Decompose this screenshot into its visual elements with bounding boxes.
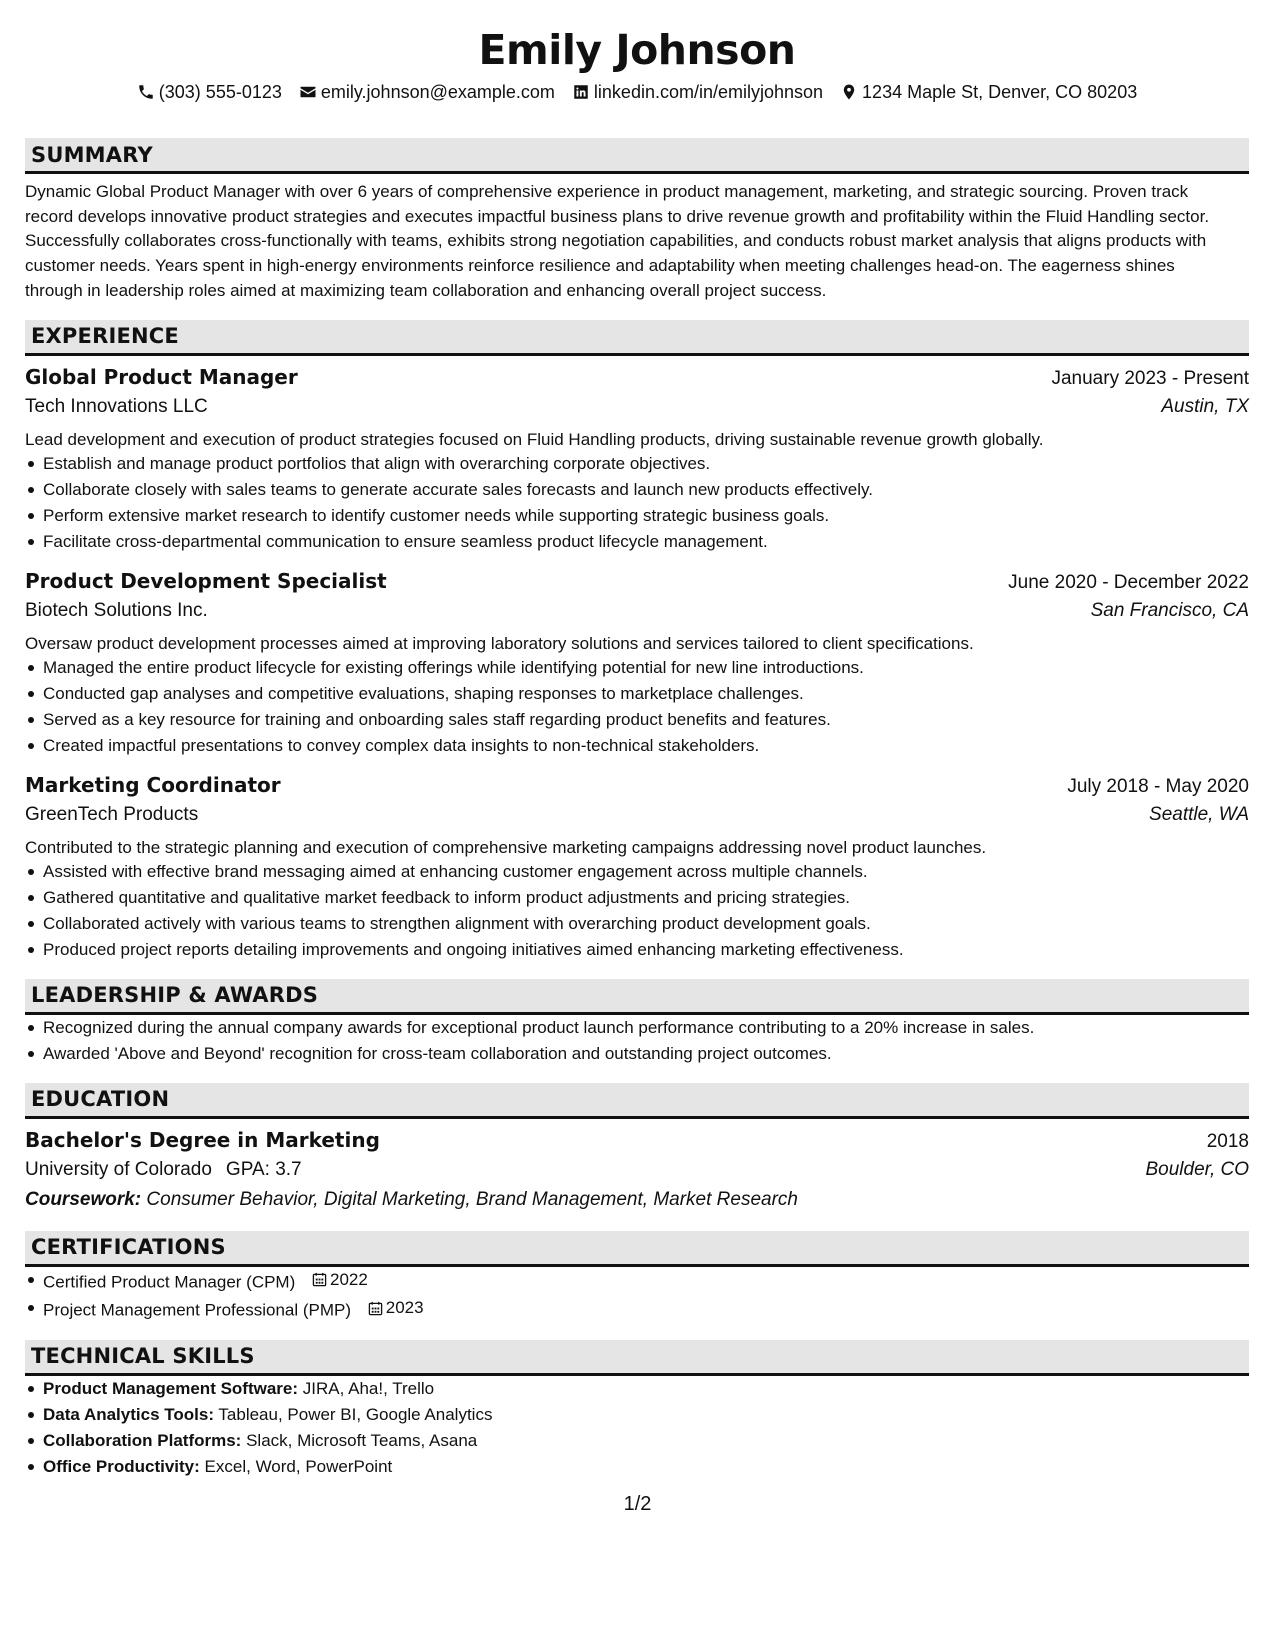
list-item: Produced project reports detailing improvements and ongoing initiatives aimed enhancing marketing effectiveness. <box>25 937 1249 963</box>
job-company: Biotech Solutions Inc. <box>25 599 208 621</box>
linkedin-text: linkedin.com/in/emilyjohnson <box>593 81 824 102</box>
resume-page <box>25 0 1249 1480</box>
school-name: University of Colorado <box>25 1158 212 1180</box>
list-item <box>25 1454 1249 1480</box>
job-dates: June 2020 - December 2022 <box>1008 571 1249 593</box>
candidate-name: Emily Johnson <box>478 26 796 74</box>
skills-list <box>25 1376 1249 1480</box>
skill-category: Office Productivity: <box>43 1456 200 1476</box>
list-item: Managed the entire product lifecycle for existing offerings while identifying potential for new line introductions. <box>25 655 1249 681</box>
list-item: Served as a key resource for training and onboarding sales staff regarding product benefits and features. <box>25 707 1249 733</box>
list-item: Awarded 'Above and Beyond' recognition for cross-team collaboration and outstanding project outcomes. <box>25 1041 1249 1067</box>
list-item: Gathered quantitative and qualitative market feedback to inform product adjustments and pricing strategies. <box>25 885 1249 911</box>
job-title: Product Development Specialist <box>25 568 387 593</box>
cert-year: 2023 <box>385 1298 424 1318</box>
skill-values: Slack, Microsoft Teams, Asana <box>246 1430 478 1450</box>
skill-values: Excel, Word, PowerPoint <box>204 1456 393 1476</box>
list-item: Conducted gap analyses and competitive evaluations, shaping responses to marketplace challenges. <box>25 681 1249 707</box>
list-item <box>25 1402 1249 1428</box>
job-description: Contributed to the strategic planning and execution of comprehensive marketing campaigns addressing novel product launches. <box>25 837 987 857</box>
school-location: Boulder, CO <box>1145 1158 1249 1180</box>
list-item: Recognized during the annual company awards for exceptional product launch performance contributing to a 20% increase in sales. <box>25 1015 1249 1041</box>
list-item: Assisted with effective brand messaging aimed at enhancing customer engagement across multiple channels. <box>25 859 1249 885</box>
contact-email[interactable] <box>299 82 555 103</box>
cert-date <box>368 1295 424 1321</box>
list-item: Facilitate cross-departmental communication to ensure seamless product lifecycle management. <box>25 529 1249 555</box>
job-entry <box>25 362 1249 555</box>
skill-values: Tableau, Power BI, Google Analytics <box>218 1404 493 1424</box>
skills-heading: TECHNICAL SKILLS <box>25 1340 1249 1376</box>
job-location: Seattle, WA <box>1149 803 1249 825</box>
cert-date <box>312 1267 368 1293</box>
page-number: 1/2 <box>623 1493 652 1515</box>
summary-heading: SUMMARY <box>25 138 1249 174</box>
job-entry <box>25 566 1249 759</box>
calendar-icon <box>312 1272 327 1287</box>
linkedin-icon <box>572 83 590 101</box>
leadership-heading: LEADERSHIP & AWARDS <box>25 979 1249 1015</box>
job-bullets <box>25 655 1249 759</box>
job-company: GreenTech Products <box>25 803 199 825</box>
job-title: Global Product Manager <box>25 364 298 389</box>
job-location: Austin, TX <box>1161 395 1249 417</box>
job-description: Lead development and execution of product strategies focused on Fluid Handling products, driving sustainable revenue growth globally. <box>25 429 1044 449</box>
address-text: 1234 Maple St, Denver, CO 80203 <box>862 81 1138 102</box>
coursework-list: Consumer Behavior, Digital Marketing, Brand Management, Market Research <box>146 1188 798 1210</box>
coursework <box>25 1185 1249 1215</box>
calendar-icon <box>368 1301 383 1316</box>
job-dates: January 2023 - Present <box>1051 367 1249 389</box>
list-item: Collaborate closely with sales teams to generate accurate sales forecasts and launch new products effectively. <box>25 477 1249 503</box>
education-entry <box>25 1125 1249 1215</box>
skill-category: Product Management Software: <box>43 1378 299 1398</box>
job-company: Tech Innovations LLC <box>25 395 208 417</box>
certifications-heading: CERTIFICATIONS <box>25 1231 1249 1267</box>
list-item: Created impactful presentations to convey complex data insights to non-technical stakeholders. <box>25 733 1249 759</box>
email-text: emily.johnson@example.com <box>320 81 555 102</box>
education-heading: EDUCATION <box>25 1083 1249 1119</box>
cert-name: Project Management Professional (PMP) <box>43 1300 352 1320</box>
envelope-icon <box>299 83 317 101</box>
skill-category: Collaboration Platforms: <box>43 1430 242 1450</box>
list-item: Establish and manage product portfolios that align with overarching corporate objectives. <box>25 451 1249 477</box>
coursework-label: Coursework: <box>25 1188 142 1210</box>
degree-title: Bachelor's Degree in Marketing <box>25 1127 380 1152</box>
certifications-list <box>25 1267 1249 1324</box>
contact-address <box>840 82 1137 103</box>
list-item <box>25 1295 1249 1324</box>
map-pin-icon <box>840 83 858 101</box>
contact-bar <box>25 80 1249 104</box>
contact-phone[interactable] <box>137 82 282 103</box>
list-item: Perform extensive market research to identify customer needs while supporting strategic business goals. <box>25 503 1249 529</box>
cert-year: 2022 <box>330 1269 368 1289</box>
job-bullets <box>25 451 1249 555</box>
contact-linkedin[interactable] <box>572 82 823 103</box>
list-item <box>25 1428 1249 1454</box>
cert-name: Certified Product Manager (CPM) <box>43 1272 296 1292</box>
list-item <box>25 1376 1249 1402</box>
leadership-list <box>25 1015 1249 1067</box>
job-bullets <box>25 859 1249 963</box>
job-location: San Francisco, CA <box>1090 599 1249 621</box>
graduation-year: 2018 <box>1206 1130 1249 1152</box>
job-title: Marketing Coordinator <box>25 772 281 797</box>
phone-icon <box>137 83 155 101</box>
gpa: GPA: 3.7 <box>225 1158 302 1180</box>
experience-heading: EXPERIENCE <box>25 320 1249 356</box>
summary-text: Dynamic Global Product Manager with over 6 years of comprehensive experience in product management, marketing, and strategic sourcing. Proven track record develops innovative product strategies and executes impactful business plans to drive revenue growth and profitability within the Fluid Handling sector. Successfully collaborates cross-functionally with teams, exhibits strong negotiation capabilities, and conducts robust market analysis that aligns products with customer needs. Years spent in high-energy environments reinforce resilience and adaptability when meeting challenges head-on. The eagerness shines through in leadership roles aimed at maximizing team collaboration and enhancing overall project success. <box>25 182 1210 300</box>
list-item <box>25 1267 1249 1296</box>
school-line <box>25 1155 302 1185</box>
list-item: Collaborated actively with various teams to strengthen alignment with overarching product development goals. <box>25 911 1249 937</box>
skill-values: JIRA, Aha!, Trello <box>302 1378 435 1398</box>
skill-category: Data Analytics Tools: <box>43 1404 214 1424</box>
job-entry <box>25 770 1249 963</box>
phone-text: (303) 555-0123 <box>158 81 282 102</box>
job-description: Oversaw product development processes aimed at improving laboratory solutions and services tailored to client specifications. <box>25 633 974 653</box>
job-dates: July 2018 - May 2020 <box>1067 775 1249 797</box>
